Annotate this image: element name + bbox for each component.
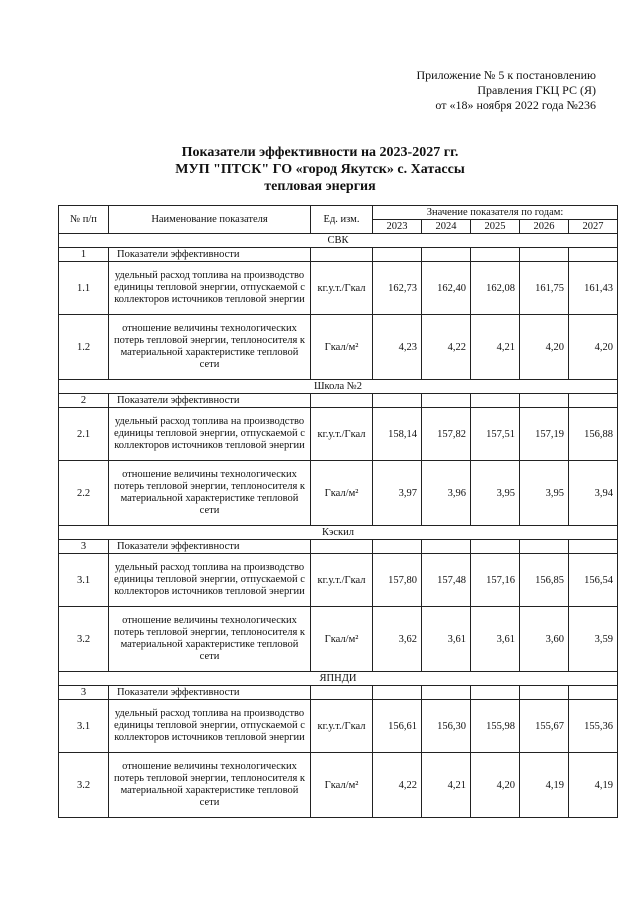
empty-cell	[471, 686, 520, 700]
title-line: МУП "ПТСК" ГО «город Якутск» с. Хатассы	[175, 162, 465, 177]
value-cell: 162,73	[373, 262, 422, 315]
empty-cell	[520, 686, 569, 700]
unit-cell: кг.у.т./Гкал	[311, 700, 373, 753]
table-row	[59, 408, 618, 461]
appendix-line: от «18» ноября 2022 года №236	[435, 98, 596, 112]
header-year: 2026	[520, 220, 569, 234]
row-num: 3.2	[59, 753, 109, 818]
value-cell: 157,19	[520, 408, 569, 461]
indicator-name: отношение величины технологических потерь тепловой энергии, теплоносителя к материальной характеристике тепловой сети	[109, 315, 311, 380]
value-cell: 156,61	[373, 700, 422, 753]
header-name: Наименование показателя	[109, 206, 311, 234]
empty-cell	[422, 394, 471, 408]
value-cell: 3,95	[520, 461, 569, 526]
value-cell: 4,20	[569, 315, 618, 380]
indicators-table	[58, 205, 618, 818]
value-cell: 4,22	[373, 753, 422, 818]
appendix-line: Приложение № 5 к постановлению	[416, 68, 596, 82]
empty-cell	[471, 248, 520, 262]
value-cell: 156,30	[422, 700, 471, 753]
value-cell: 156,54	[569, 554, 618, 607]
table-row	[59, 554, 618, 607]
value-cell: 157,16	[471, 554, 520, 607]
value-cell: 3,97	[373, 461, 422, 526]
value-cell: 3,61	[422, 607, 471, 672]
group-num: 1	[59, 248, 109, 262]
table-row	[59, 262, 618, 315]
value-cell: 3,61	[471, 607, 520, 672]
empty-cell	[422, 248, 471, 262]
unit-cell: Гкал/м²	[311, 315, 373, 380]
empty-cell	[569, 540, 618, 554]
section-row	[59, 672, 618, 686]
empty-cell	[311, 686, 373, 700]
indicator-name: отношение величины технологических потерь тепловой энергии, теплоносителя к материальной характеристике тепловой сети	[109, 753, 311, 818]
value-cell: 4,20	[520, 315, 569, 380]
value-cell: 4,19	[520, 753, 569, 818]
header-year: 2023	[373, 220, 422, 234]
value-cell: 156,85	[520, 554, 569, 607]
value-cell: 155,67	[520, 700, 569, 753]
value-cell: 4,21	[471, 315, 520, 380]
table-row	[59, 753, 618, 818]
value-cell: 156,88	[569, 408, 618, 461]
group-num: 3	[59, 686, 109, 700]
row-num: 3.1	[59, 700, 109, 753]
group-row	[59, 540, 618, 554]
unit-cell: Гкал/м²	[311, 461, 373, 526]
group-num: 2	[59, 394, 109, 408]
header-unit: Ед. изм.	[311, 206, 373, 234]
header-year: 2025	[471, 220, 520, 234]
value-cell: 161,75	[520, 262, 569, 315]
unit-cell: кг.у.т./Гкал	[311, 408, 373, 461]
value-cell: 3,94	[569, 461, 618, 526]
indicator-name: удельный расход топлива на производство единицы тепловой энергии, отпускаемой с коллекторов источников тепловой энергии	[109, 262, 311, 315]
value-cell: 158,14	[373, 408, 422, 461]
header-num: № п/п	[59, 206, 109, 234]
group-name: Показатели эффективности	[109, 540, 311, 554]
empty-cell	[373, 686, 422, 700]
section-title: СВК	[59, 234, 618, 248]
value-cell: 162,08	[471, 262, 520, 315]
empty-cell	[569, 686, 618, 700]
value-cell: 3,59	[569, 607, 618, 672]
unit-cell: кг.у.т./Гкал	[311, 554, 373, 607]
header-year: 2027	[569, 220, 618, 234]
section-row	[59, 234, 618, 248]
indicator-name: удельный расход топлива на производство единицы тепловой энергии, отпускаемой с коллекторов источников тепловой энергии	[109, 554, 311, 607]
empty-cell	[569, 248, 618, 262]
title-line: Показатели эффективности на 2023-2027 гг.	[181, 145, 459, 160]
empty-cell	[311, 540, 373, 554]
unit-cell: Гкал/м²	[311, 753, 373, 818]
group-name: Показатели эффективности	[109, 248, 311, 262]
header-values: Значение показателя по годам:	[373, 206, 618, 220]
table-row	[59, 315, 618, 380]
row-num: 3.1	[59, 554, 109, 607]
section-title: Кэскил	[59, 526, 618, 540]
value-cell: 4,21	[422, 753, 471, 818]
group-row	[59, 394, 618, 408]
empty-cell	[422, 540, 471, 554]
empty-cell	[373, 540, 422, 554]
indicator-name: отношение величины технологических потерь тепловой энергии, теплоносителя к материальной характеристике тепловой сети	[109, 607, 311, 672]
group-name: Показатели эффективности	[109, 686, 311, 700]
section-title: ЯПНДИ	[59, 672, 618, 686]
empty-cell	[520, 248, 569, 262]
value-cell: 4,19	[569, 753, 618, 818]
row-num: 1.2	[59, 315, 109, 380]
appendix-note	[416, 68, 596, 113]
empty-cell	[311, 394, 373, 408]
appendix-line: Правления ГКЦ РС (Я)	[477, 83, 596, 97]
value-cell: 155,36	[569, 700, 618, 753]
table-row	[59, 461, 618, 526]
group-num: 3	[59, 540, 109, 554]
value-cell: 4,20	[471, 753, 520, 818]
value-cell: 4,22	[422, 315, 471, 380]
row-num: 3.2	[59, 607, 109, 672]
unit-cell: кг.у.т./Гкал	[311, 262, 373, 315]
empty-cell	[569, 394, 618, 408]
value-cell: 161,43	[569, 262, 618, 315]
empty-cell	[373, 394, 422, 408]
value-cell: 3,62	[373, 607, 422, 672]
group-row	[59, 248, 618, 262]
empty-cell	[311, 248, 373, 262]
row-num: 2.2	[59, 461, 109, 526]
value-cell: 157,51	[471, 408, 520, 461]
header-year: 2024	[422, 220, 471, 234]
table-row	[59, 607, 618, 672]
value-cell: 3,95	[471, 461, 520, 526]
group-row	[59, 686, 618, 700]
group-name: Показатели эффективности	[109, 394, 311, 408]
value-cell: 155,98	[471, 700, 520, 753]
section-title: Школа №2	[59, 380, 618, 394]
empty-cell	[373, 248, 422, 262]
section-row	[59, 380, 618, 394]
indicator-name: удельный расход топлива на производство единицы тепловой энергии, отпускаемой с коллекторов источников тепловой энергии	[109, 408, 311, 461]
table-row	[59, 700, 618, 753]
empty-cell	[520, 394, 569, 408]
value-cell: 157,48	[422, 554, 471, 607]
empty-cell	[471, 394, 520, 408]
empty-cell	[520, 540, 569, 554]
value-cell: 162,40	[422, 262, 471, 315]
value-cell: 4,23	[373, 315, 422, 380]
empty-cell	[422, 686, 471, 700]
value-cell: 157,80	[373, 554, 422, 607]
document-title	[0, 144, 640, 195]
indicator-name: отношение величины технологических потерь тепловой энергии, теплоносителя к материальной характеристике тепловой сети	[109, 461, 311, 526]
row-num: 1.1	[59, 262, 109, 315]
section-row	[59, 526, 618, 540]
value-cell: 157,82	[422, 408, 471, 461]
value-cell: 3,60	[520, 607, 569, 672]
empty-cell	[471, 540, 520, 554]
indicator-name: удельный расход топлива на производство единицы тепловой энергии, отпускаемой с коллекторов источников тепловой энергии	[109, 700, 311, 753]
value-cell: 3,96	[422, 461, 471, 526]
row-num: 2.1	[59, 408, 109, 461]
unit-cell: Гкал/м²	[311, 607, 373, 672]
title-line: тепловая энергия	[264, 179, 376, 194]
